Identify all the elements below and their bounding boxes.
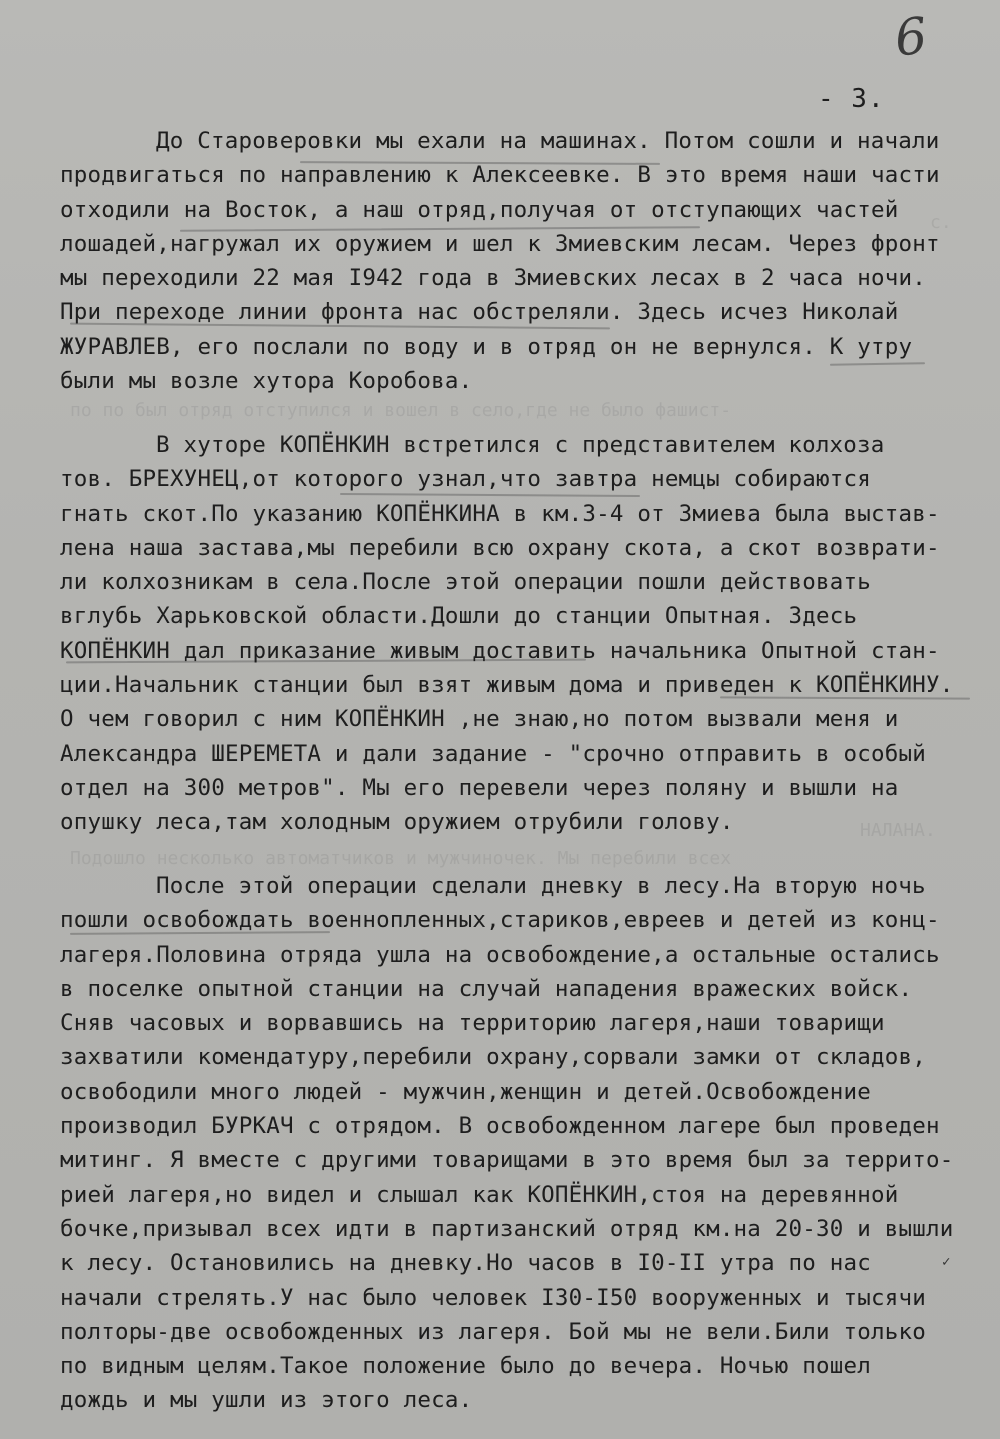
text-line: КОПЁНКИН дал приказание живым доставить начальника Опытной стан- [60, 637, 940, 664]
text-line: отходили на Восток, а наш отряд,получая от отступающих частей [60, 196, 899, 223]
paragraph-1 [60, 124, 980, 398]
text-line: пошли освобождать военнопленных,стариков,евреев и детей из конц- [60, 907, 940, 934]
page-number: - 3. [818, 84, 885, 114]
text-line: дождь и мы ушли из этого леса. [60, 1387, 473, 1414]
text-line: ЖУРАВЛЕВ, его послали по воду и в отряд он не вернулся. К утру [60, 333, 913, 360]
text-line: захватили комендатуру,перебили охрану,сорвали замки от складов, [60, 1044, 927, 1071]
text-line: были мы возле хутора Коробова. [60, 368, 473, 395]
text-line: Сняв часовых и ворвавшись на территорию лагеря,наши товарищи [60, 1010, 885, 1037]
text-line: освободили много людей - мужчин,женщин и детей.Освобождение [60, 1078, 872, 1105]
text-line: лошадей,нагружал их оружием и шел к Змиевским лесам. Через фронт [60, 230, 940, 257]
text-line: митинг. Я вместе с другими товарищами в это время был за террито- [60, 1147, 954, 1174]
paragraph-2 [60, 428, 980, 840]
text-line: опушку леса,там холодным оружием отрубили голову. [60, 809, 734, 836]
text-line: лагеря.Половина отряда ушла на освобождение,а остальные остались [60, 941, 940, 968]
archive-folio-number: 6 [892, 6, 930, 68]
text-line: До Староверовки мы ехали на машинах. Потом сошли и начали [156, 128, 940, 154]
bleed-through-text: по по был отряд отступился и вошел в село,где не было фашист- [70, 400, 732, 421]
text-line: гнать скот.По указанию КОПЁНКИНА в км.3-4 от Змиева была выстав- [60, 500, 940, 527]
text-line: ли колхозникам в села.После этой операции пошли действовать [60, 569, 872, 596]
text-line: по видным целям.Такое положение было до вечера. Ночью пошел [60, 1353, 872, 1380]
text-line: мы переходили 22 мая I942 года в Змиевских лесах в 2 часа ночи. [60, 265, 927, 292]
text-line: в поселке опытной станции на случай нападения вражеских войск. [60, 975, 913, 1002]
bleed-through-text: с. [930, 212, 952, 233]
text-line: производил БУРКАЧ с отрядом. В освобожденном лагере был проведен [60, 1113, 940, 1140]
text-line: После этой операции сделали дневку в лесу.На вторую ночь [156, 873, 926, 899]
text-line: отдел на 300 метров". Мы его перевели через поляну и вышли на [60, 774, 899, 801]
paragraph-3 [60, 869, 980, 1418]
text-line: тов. БРЕХУНЕЦ,от которого узнал,что завтра немцы собираются [60, 466, 872, 493]
text-line: Александра ШЕРЕМЕТА и дали задание - "срочно отправить в особый [60, 740, 927, 767]
bleed-through-text: Подошло несколько автоматчиков и мужчиночек. Мы перебили всех [70, 848, 732, 869]
text-line: начали стрелять.У нас было человек I30-I50 вооруженных и тысячи [60, 1284, 927, 1311]
text-line: лена наша застава,мы перебили всю охрану скота, а скот возврати- [60, 534, 940, 561]
text-line: В хуторе КОПЁНКИН встретился с представителем колхоза [156, 432, 885, 458]
text-line: рией лагеря,но видел и слышал как КОПЁНКИН,стоя на деревянной [60, 1181, 899, 1208]
bleed-through-text: НАЛАНА. [860, 820, 936, 841]
text-line: к лесу. Остановились на дневку.Но часов в I0-II утра по нас [60, 1250, 872, 1277]
text-line: полторы-две освобожденных из лагеря. Бой мы не вели.Били только [60, 1318, 927, 1345]
text-line: вглубь Харьковской области.Дошли до станции Опытная. Здесь [60, 603, 858, 630]
text-line: продвигаться по направлению к Алексеевке. В это время наши части [60, 162, 940, 189]
check-mark-icon: ✓ [942, 1254, 951, 1270]
text-line: О чем говорил с ним КОПЁНКИН ,не знаю,но потом вызвали меня и [60, 706, 899, 733]
text-line: При переходе линии фронта нас обстреляли. Здесь исчез Николай [60, 299, 899, 326]
text-line: ции.Начальник станции был взят живым дома и приведен к КОПЁНКИНУ. [60, 672, 954, 699]
text-line: бочке,призывал всех идти в партизанский отряд км.на 20-30 и вышли [60, 1215, 954, 1242]
